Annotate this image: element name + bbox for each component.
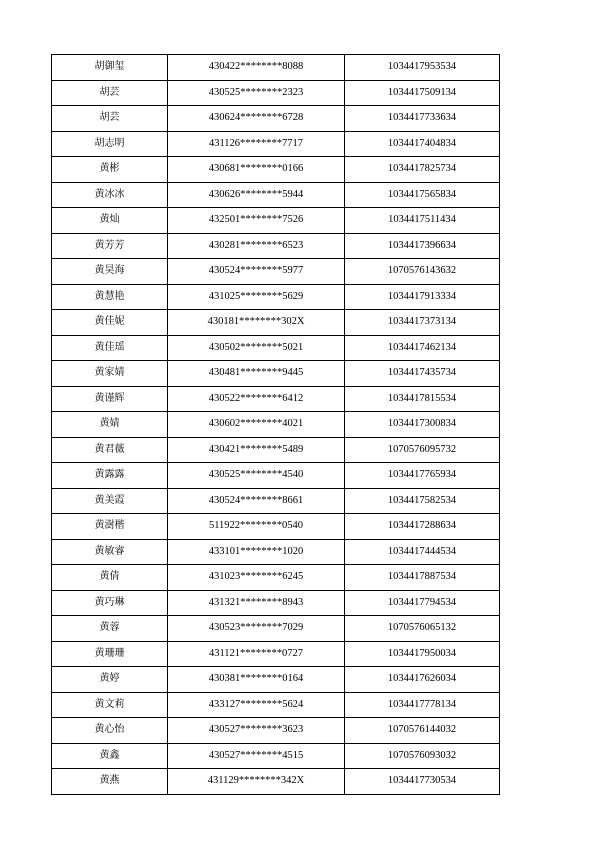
name-cell: 胡芸: [52, 106, 168, 132]
code-cell: 1034417396634: [345, 233, 500, 259]
table-row: [52, 539, 500, 565]
name-cell: 胡芸: [52, 80, 168, 106]
name-cell: 黄谨辉: [52, 386, 168, 412]
table-row: [52, 769, 500, 795]
table-row: [52, 361, 500, 387]
name-cell: 黄灿: [52, 208, 168, 234]
code-cell: 1034417953534: [345, 55, 500, 81]
code-cell: 1070576095732: [345, 437, 500, 463]
name-cell: 黄澍楷: [52, 514, 168, 540]
name-cell: 胡志明: [52, 131, 168, 157]
name-cell: 黄家婧: [52, 361, 168, 387]
table-row: [52, 80, 500, 106]
code-cell: 1034417778134: [345, 692, 500, 718]
code-cell: 1034417288634: [345, 514, 500, 540]
id-number-cell: 431126********7717: [168, 131, 345, 157]
table-row: [52, 157, 500, 183]
name-cell: 黄昊海: [52, 259, 168, 285]
code-cell: 1034417825734: [345, 157, 500, 183]
name-cell: 黄婧: [52, 412, 168, 438]
table-row: [52, 565, 500, 591]
name-cell: 黄慧艳: [52, 284, 168, 310]
code-cell: 1034417435734: [345, 361, 500, 387]
id-number-cell: 430624********6728: [168, 106, 345, 132]
code-cell: 1034417565834: [345, 182, 500, 208]
id-number-cell: 430527********3623: [168, 718, 345, 744]
id-number-cell: 511922********0540: [168, 514, 345, 540]
name-cell: 胡御玺: [52, 55, 168, 81]
id-number-cell: 430481********9445: [168, 361, 345, 387]
id-number-cell: 430525********4540: [168, 463, 345, 489]
code-cell: 1034417404834: [345, 131, 500, 157]
table-row: [52, 463, 500, 489]
table-row: [52, 182, 500, 208]
code-cell: 1034417730534: [345, 769, 500, 795]
table-row: [52, 437, 500, 463]
code-cell: 1034417733634: [345, 106, 500, 132]
name-cell: 黄珊珊: [52, 641, 168, 667]
id-number-cell: 432501********7526: [168, 208, 345, 234]
id-number-cell: 431129********342X: [168, 769, 345, 795]
name-cell: 黄露露: [52, 463, 168, 489]
table-row: [52, 590, 500, 616]
name-cell: 黄婷: [52, 667, 168, 693]
name-cell: 黄芳芳: [52, 233, 168, 259]
id-number-cell: 433101********1020: [168, 539, 345, 565]
id-number-cell: 431025********5629: [168, 284, 345, 310]
id-number-cell: 430422********8088: [168, 55, 345, 81]
name-cell: 黄鑫: [52, 743, 168, 769]
id-number-cell: 430524********5977: [168, 259, 345, 285]
code-cell: 1034417794534: [345, 590, 500, 616]
table-row: [52, 310, 500, 336]
name-cell: 黄文莉: [52, 692, 168, 718]
id-number-cell: 430525********2323: [168, 80, 345, 106]
table-row: [52, 667, 500, 693]
code-cell: 1034417950034: [345, 641, 500, 667]
code-cell: 1034417444534: [345, 539, 500, 565]
code-cell: 1034417626034: [345, 667, 500, 693]
table-body: [52, 55, 500, 795]
id-number-cell: 431121********0727: [168, 641, 345, 667]
name-cell: 黄彬: [52, 157, 168, 183]
table-row: [52, 641, 500, 667]
code-cell: 1070576093032: [345, 743, 500, 769]
name-cell: 黄美霞: [52, 488, 168, 514]
id-number-cell: 431321********8943: [168, 590, 345, 616]
code-cell: 1034417765934: [345, 463, 500, 489]
table-row: [52, 335, 500, 361]
name-cell: 黄佳妮: [52, 310, 168, 336]
table-row: [52, 259, 500, 285]
id-number-cell: 430626********5944: [168, 182, 345, 208]
table-row: [52, 131, 500, 157]
id-number-cell: 430681********0166: [168, 157, 345, 183]
data-table: [51, 54, 500, 795]
code-cell: 1034417582534: [345, 488, 500, 514]
name-cell: 黄敏睿: [52, 539, 168, 565]
id-number-cell: 430381********0164: [168, 667, 345, 693]
code-cell: 1070576144032: [345, 718, 500, 744]
code-cell: 1034417373134: [345, 310, 500, 336]
id-number-cell: 430524********8661: [168, 488, 345, 514]
id-number-cell: 430281********6523: [168, 233, 345, 259]
name-cell: 黄燕: [52, 769, 168, 795]
id-number-cell: 430181********302X: [168, 310, 345, 336]
name-cell: 黄巧琳: [52, 590, 168, 616]
name-cell: 黄冰冰: [52, 182, 168, 208]
id-number-cell: 433127********5624: [168, 692, 345, 718]
code-cell: 1034417815534: [345, 386, 500, 412]
id-number-cell: 430602********4021: [168, 412, 345, 438]
name-cell: 黄倩: [52, 565, 168, 591]
code-cell: 1034417509134: [345, 80, 500, 106]
id-number-cell: 430502********5021: [168, 335, 345, 361]
table-row: [52, 386, 500, 412]
table-row: [52, 718, 500, 744]
table-row: [52, 514, 500, 540]
name-cell: 黄君薇: [52, 437, 168, 463]
name-cell: 黄蓉: [52, 616, 168, 642]
code-cell: 1034417462134: [345, 335, 500, 361]
table-row: [52, 743, 500, 769]
code-cell: 1034417887534: [345, 565, 500, 591]
id-number-cell: 430421********5489: [168, 437, 345, 463]
code-cell: 1070576143632: [345, 259, 500, 285]
table-row: [52, 488, 500, 514]
name-cell: 黄心怡: [52, 718, 168, 744]
table-row: [52, 106, 500, 132]
table-row: [52, 692, 500, 718]
code-cell: 1034417300834: [345, 412, 500, 438]
table-row: [52, 616, 500, 642]
id-number-cell: 430522********6412: [168, 386, 345, 412]
table-row: [52, 412, 500, 438]
table-row: [52, 208, 500, 234]
table-row: [52, 233, 500, 259]
id-number-cell: 430527********4515: [168, 743, 345, 769]
table-row: [52, 55, 500, 81]
code-cell: 1070576065132: [345, 616, 500, 642]
code-cell: 1034417511434: [345, 208, 500, 234]
id-number-cell: 431023********6245: [168, 565, 345, 591]
id-number-cell: 430523********7029: [168, 616, 345, 642]
name-cell: 黄佳瑶: [52, 335, 168, 361]
code-cell: 1034417913334: [345, 284, 500, 310]
table-row: [52, 284, 500, 310]
